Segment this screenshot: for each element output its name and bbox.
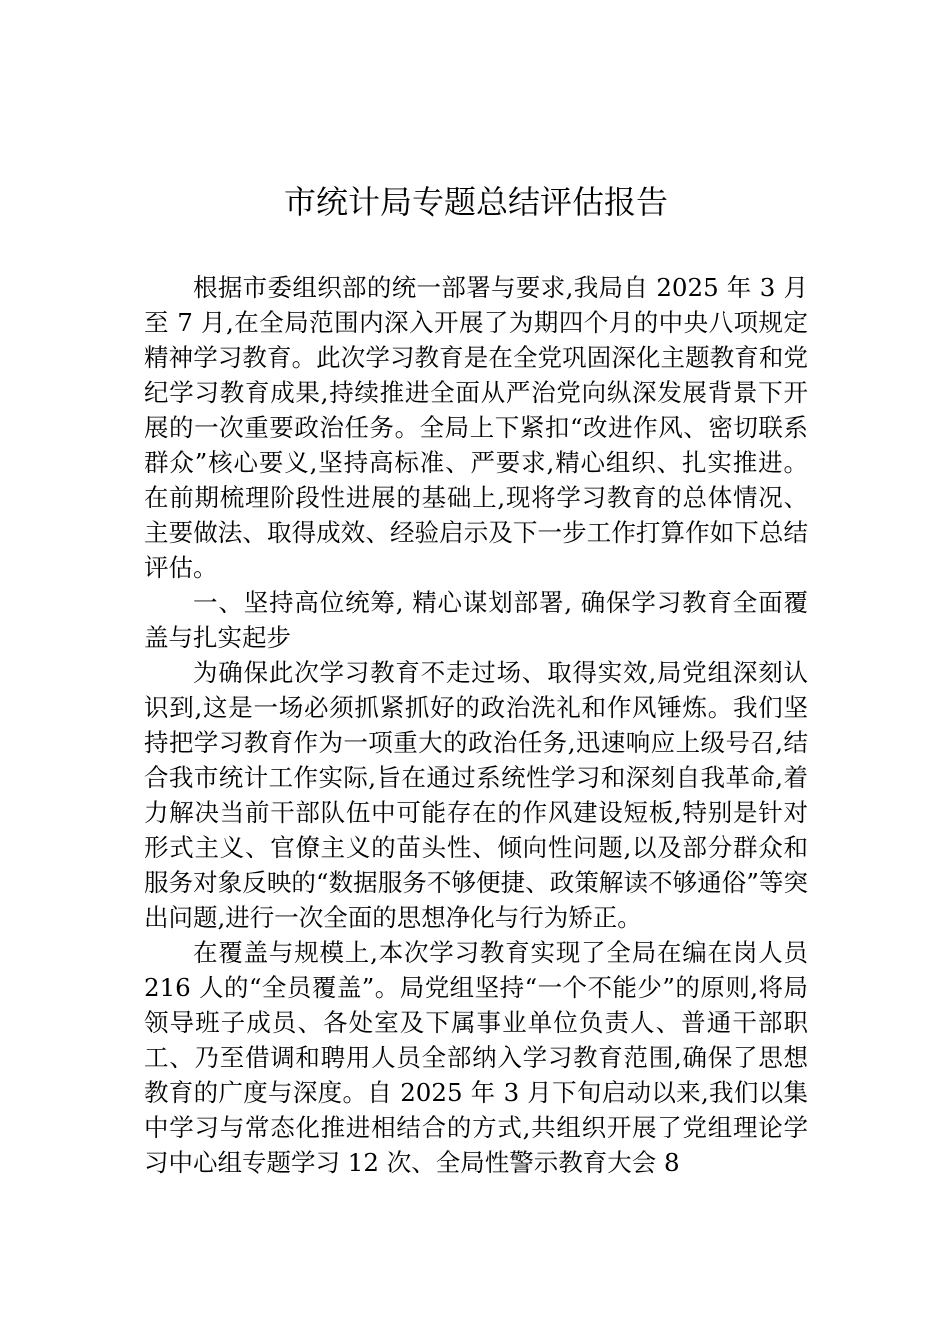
section1-paragraph-1: 为确保此次学习教育不走过场、取得实效,局党组深刻认识到,这是一场必须抓紧抓好的政治洗礼和作风锤炼。我们坚持把学习教育作为一项重大的政治任务,迅速响应上级号召,结合我市统计工作实际,旨在通过系统性学习和深刻自我革命,着力解决当前干部队伍中可能存在的作风建设短板,特别是针对形式主义、官僚主义的苗头性、倾向性问题,以及部分群众和服务对象反映的“数据服务不够便捷、政策解读不够通俗”等突出问题,进行一次全面的思想净化与行为矫正。 [144,658,808,932]
intro-paragraph: 根据市委组织部的统一部署与要求,我局自 2025 年 3 月至 7 月,在全局范围内深入开展了为期四个月的中央八项规定精神学习教育。此次学习教育是在全党巩固深化主题教育和党纪学习教育成果,持续推进全面从严治党向纵深发展背景下开展的一次重要政治任务。全局上下紧扣“改进作风、密切联系群众”核心要义,坚持高标准、严要求,精心组织、扎实推进。在前期梳理阶段性进展的基础上,现将学习教育的总体情况、主要做法、取得成效、经验启示及下一步工作打算作如下总结评估。 [144,273,808,582]
document-page [144,178,808,1180]
document-title: 市统计局专题总结评估报告 [283,183,668,221]
section1-paragraph-2: 在覆盖与规模上,本次学习教育实现了全局在编在岗人员 216 人的“全员覆盖”。局党组坚持“一个不能少”的原则,将局领导班子成员、各处室及下属事业单位负责人、普通干部职工、乃至借调和聘用人员全部纳入学习教育范围,确保了思想教育的广度与深度。自 2025 年 3 月下旬启动以来,我们以集中学习与常态化推进相结合的方式,共组织开展了党组理论学习中心组专题学习 12 次、全局性警示教育大会 8 [144,938,808,1177]
section-heading-1: 一、坚持高位统筹, 精心谋划部署, 确保学习教育全面覆盖与扎实起步 [144,588,808,652]
